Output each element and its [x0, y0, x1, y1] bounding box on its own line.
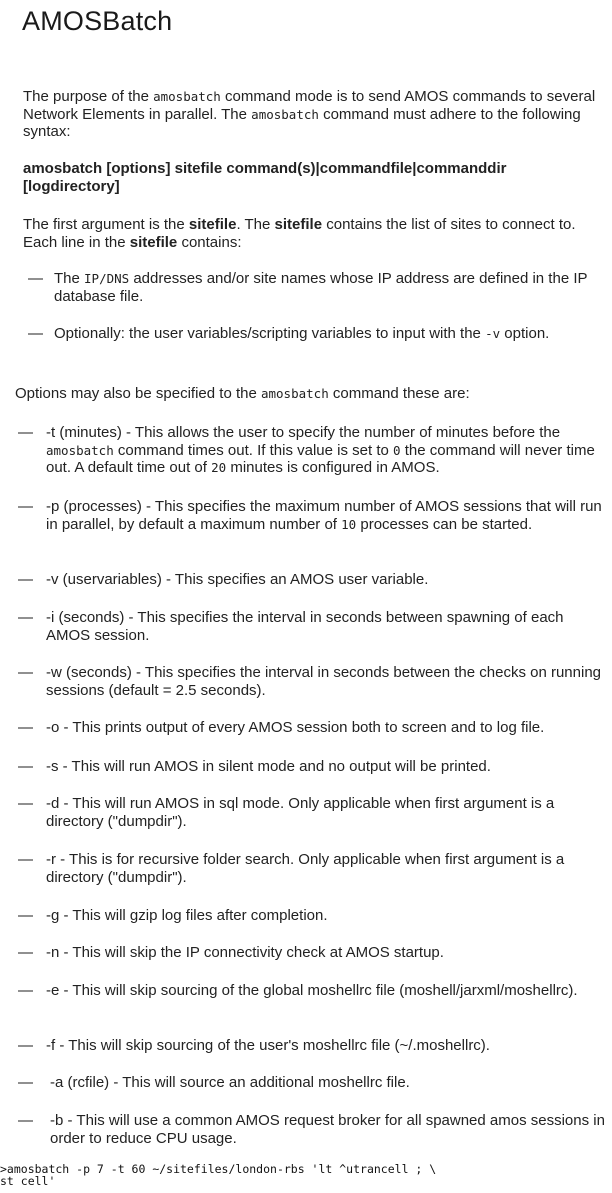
site-item: — Optionally: the user variables/scripting variables to input with the -v option.: [28, 325, 550, 342]
option-item-b: — -b - This will use a common AMOS request broker for all spawned amos sessions in order to reduce CPU usage.: [18, 1112, 605, 1147]
intro-paragraph: The purpose of the amosbatch command mode is to send AMOS commands to several Network Elements in parallel. The amosbatch command must adhere to the following syntax:: [23, 88, 596, 140]
option-item-r: — -r - This is for recursive folder search. Only applicable when first argument is a directory ("dumpdir").: [18, 851, 565, 886]
option-item-w: — -w (seconds) - This specifies the interval in seconds between the checks on running sessions (default = 2.5 seconds).: [18, 664, 602, 699]
option-item-p: — -p (processes) - This specifies the maximum number of AMOS sessions that will run in parallel, by default a maximum number of 10 processes can be started.: [18, 498, 602, 533]
option-item-f: — -f - This will skip sourcing of the user's moshellrc file (~/.moshellrc).: [18, 1037, 490, 1054]
option-item-i: — -i (seconds) - This specifies the interval in seconds between spawning of each AMOS session.: [18, 609, 564, 644]
option-item-t: — -t (minutes) - This allows the user to specify the number of minutes before the amosbatch command times out. If this value is set to 0 the command will never time out. A default time out of 20 minutes is configured in AMOS.: [18, 424, 595, 476]
option-item-e: — -e - This will skip sourcing of the global moshellrc file (moshell/jarxml/moshellrc).: [18, 982, 578, 999]
option-item-v: — -v (uservariables) - This specifies an AMOS user variable.: [18, 571, 429, 588]
amosbatch-code: amosbatch: [153, 89, 221, 104]
page-title: AMOSBatch: [22, 6, 173, 36]
command-example: >amosbatch -p 7 -t 60 ~/sitefiles/london-rbs 'lt ^utrancell ; \ st cell': [0, 1162, 437, 1188]
option-item-g: — -g - This will gzip log files after completion.: [18, 907, 328, 924]
site-item: — The IP/DNS addresses and/or site names whose IP address are defined in the IP database file.: [28, 270, 588, 305]
option-item-a: — -a (rcfile) - This will source an additional moshellrc file.: [18, 1074, 410, 1091]
option-item-s: — -s - This will run AMOS in silent mode and no output will be printed.: [18, 758, 491, 775]
option-item-o: — -o - This prints output of every AMOS session both to screen and to log file.: [18, 719, 545, 736]
option-item-d: — -d - This will run AMOS in sql mode. Only applicable when first argument is a directory ("dumpdir").: [18, 795, 555, 830]
dash-bullet: —: [28, 325, 43, 342]
option-item-n: — -n - This will skip the IP connectivity check at AMOS startup.: [18, 944, 444, 961]
dash-bullet: —: [28, 270, 43, 287]
syntax-line: amosbatch [options] sitefile command(s)|commandfile|commanddir [logdirectory]: [23, 160, 507, 195]
options-intro: Options may also be specified to the amosbatch command these are:: [15, 385, 470, 402]
amosbatch-code: amosbatch: [251, 106, 319, 122]
sitefile-paragraph: The first argument is the sitefile. The sitefile contains the list of sites to connect to. Each line in the sitefile contains:: [23, 216, 576, 251]
